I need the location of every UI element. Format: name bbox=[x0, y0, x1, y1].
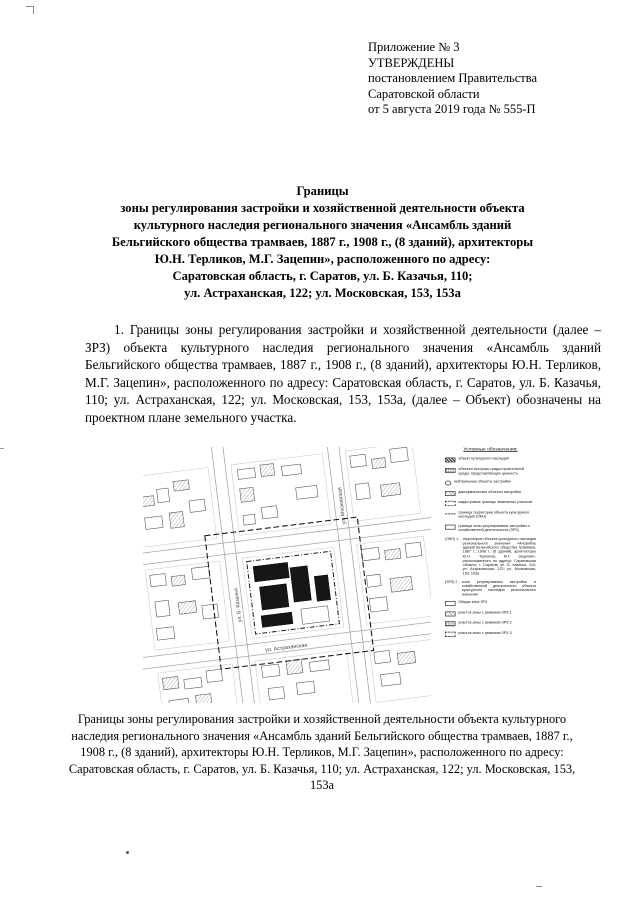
legend-symbol bbox=[445, 468, 456, 473]
site-plan-map bbox=[143, 447, 431, 703]
title-line: Бельгийского общества трамваев, 1887 г., 1908 г., (8 зданий), архитекторы bbox=[111, 235, 534, 249]
legend-notes bbox=[445, 537, 536, 597]
title-line: Саратовская область, г. Саратов, ул. Б. Казачья, 110; bbox=[172, 269, 473, 283]
title-line: культурного наследия регионального значения «Ансамбль зданий bbox=[133, 218, 512, 232]
approval-line: Приложение № 3 bbox=[368, 40, 460, 54]
approval-block bbox=[368, 40, 537, 118]
street-label-moskovskaya: ул. Московская bbox=[337, 486, 348, 525]
title-line: ул. Астраханская, 122; ул. Московская, 153, 153а bbox=[184, 286, 461, 300]
legend-zone-item bbox=[445, 611, 536, 617]
legend-note-text: зона регулирования застройки и хозяйственной деятельности объекта культурного наследия регионального значения bbox=[461, 579, 536, 597]
legend-item-label: кадастровые границы земельных участков bbox=[458, 500, 533, 505]
legend-note bbox=[445, 580, 536, 597]
legend-zone-label: Общая зона ЗРЗ bbox=[458, 600, 488, 605]
legend-zone-item bbox=[445, 631, 536, 637]
legend-zone-symbol bbox=[445, 611, 456, 616]
legend-item bbox=[445, 490, 536, 496]
legend-item-label: граница территории объекта культурного наследия (ОКН) bbox=[458, 510, 530, 520]
legend-title: Условные обозначения: bbox=[463, 447, 518, 452]
legend-zone-symbol bbox=[445, 622, 456, 627]
street-label-kazachya: ул. Б. Казачья bbox=[233, 587, 244, 623]
legend-item bbox=[445, 467, 536, 476]
legend-item-label: объект культурного наследия bbox=[458, 456, 509, 461]
legend-zone-item bbox=[445, 621, 536, 627]
legend-zone-item bbox=[445, 601, 536, 607]
legend-symbol bbox=[445, 513, 456, 514]
legend-item bbox=[445, 524, 536, 533]
scan-dash-mark bbox=[536, 886, 542, 887]
legend-zone-symbol bbox=[445, 632, 456, 637]
legend-note-text: территория объекта культурного наследия регионального значения «Ансамбль зданий Бельгийского общества трамваев, 1887 г., 1908 г., (8 зданий), архитекторы Ю.Н. Терликов, М.Г. Зацепин», расположенного по адресу: Саратовская область, г. Саратов, ул. Б. Казачья, 110; ул. Астраханская, 122; ул. Московская, 153, 153а bbox=[462, 537, 536, 577]
legend-item bbox=[445, 500, 536, 506]
body-paragraph: 1. Границы зоны регулирования застройки и хозяйственной деятельности (далее – ЗРЗ) объекта культурного наследия регионального значения «Ансамбль зданий Бельгийского общества трамваев, 1887 г., 1908 г., (8 зданий), архитекторы Ю.Н. Терликов, М.Г. Зацепин», расположенного по адресу: Саратовская область, г. Саратов, ул. Б. Казачья, 110; ул. Астраханская, 122; ул. Московская, 153, 153а, (далее – Объект) обозначены на проектном плане земельного участка. bbox=[85, 322, 601, 425]
approval-line: Саратовской области bbox=[368, 86, 480, 101]
scan-tick-mark bbox=[0, 448, 4, 449]
map-legend bbox=[445, 447, 536, 637]
legend-symbol bbox=[445, 525, 456, 530]
legend-item-label: граница зоны регулирования застройки и хозяйственной деятельности (ЗРЗ) bbox=[458, 523, 530, 533]
legend-item bbox=[445, 457, 536, 463]
scan-dot-mark bbox=[126, 851, 129, 854]
legend-zone-symbol bbox=[445, 601, 456, 606]
legend-zone-label: участок зоны с режимом ЗРЗ-3 bbox=[458, 631, 512, 636]
legend-note-key: (ОКН) 1 - bbox=[445, 537, 461, 542]
document-title bbox=[65, 183, 580, 302]
legend-symbol bbox=[445, 501, 456, 506]
legend-note-key: (ЗРЗ) 2 - bbox=[445, 579, 460, 584]
legend-item bbox=[445, 480, 536, 486]
legend-zone-label: участок зоны с режимом ЗРЗ-1 bbox=[458, 610, 512, 615]
title-line: Ю.Н. Терликов, М.Г. Зацепин», расположенного по адресу: bbox=[154, 252, 491, 266]
legend-item bbox=[445, 511, 536, 520]
legend-item-label: объекты историко-градостроительной среды, представляющие ценность bbox=[458, 466, 524, 476]
street-label-astrakhanskaya: ул. Астраханская bbox=[264, 642, 308, 654]
scan-corner-mark bbox=[26, 6, 34, 14]
legend-symbol bbox=[445, 458, 456, 463]
legend-zone-items bbox=[445, 601, 536, 637]
legend-items bbox=[445, 457, 536, 533]
legend-symbol bbox=[445, 481, 451, 486]
approval-line: постановлением Правительства bbox=[368, 71, 538, 86]
legend-item-label: нейтральные объекты застройки bbox=[454, 480, 511, 485]
legend-symbol bbox=[445, 491, 456, 496]
map-content bbox=[143, 447, 431, 703]
approval-line: от 5 августа 2019 года № 555-П bbox=[368, 102, 536, 117]
map-figure bbox=[143, 447, 543, 705]
legend-note bbox=[445, 537, 536, 576]
approval-line: УТВЕРЖДЕНЫ bbox=[368, 55, 455, 70]
figure-caption: Границы зоны регулирования застройки и хозяйственной деятельности объекта культурного наследия регионального значения «Ансамбль зданий Бельгийского общества трамваев, 1887 г., 1908 г., (8 зданий), архитекторы Ю.Н. Терликов, М.Г. Зацепин», расположенного по адресу: Саратовская область, г. Саратов, ул. Б. Казачья, 110; ул. Астраханская, 122; ул. Московская, 153, 153а bbox=[68, 712, 576, 793]
legend-item-label: дисгармоничные объекты застройки bbox=[458, 490, 521, 495]
title-line: Границы bbox=[296, 184, 349, 198]
legend-zone-label: участок зоны с режимом ЗРЗ-2 bbox=[458, 620, 512, 626]
legend-wrap bbox=[445, 447, 545, 705]
title-line: зоны регулирования застройки и хозяйственной деятельности объекта bbox=[120, 201, 525, 215]
